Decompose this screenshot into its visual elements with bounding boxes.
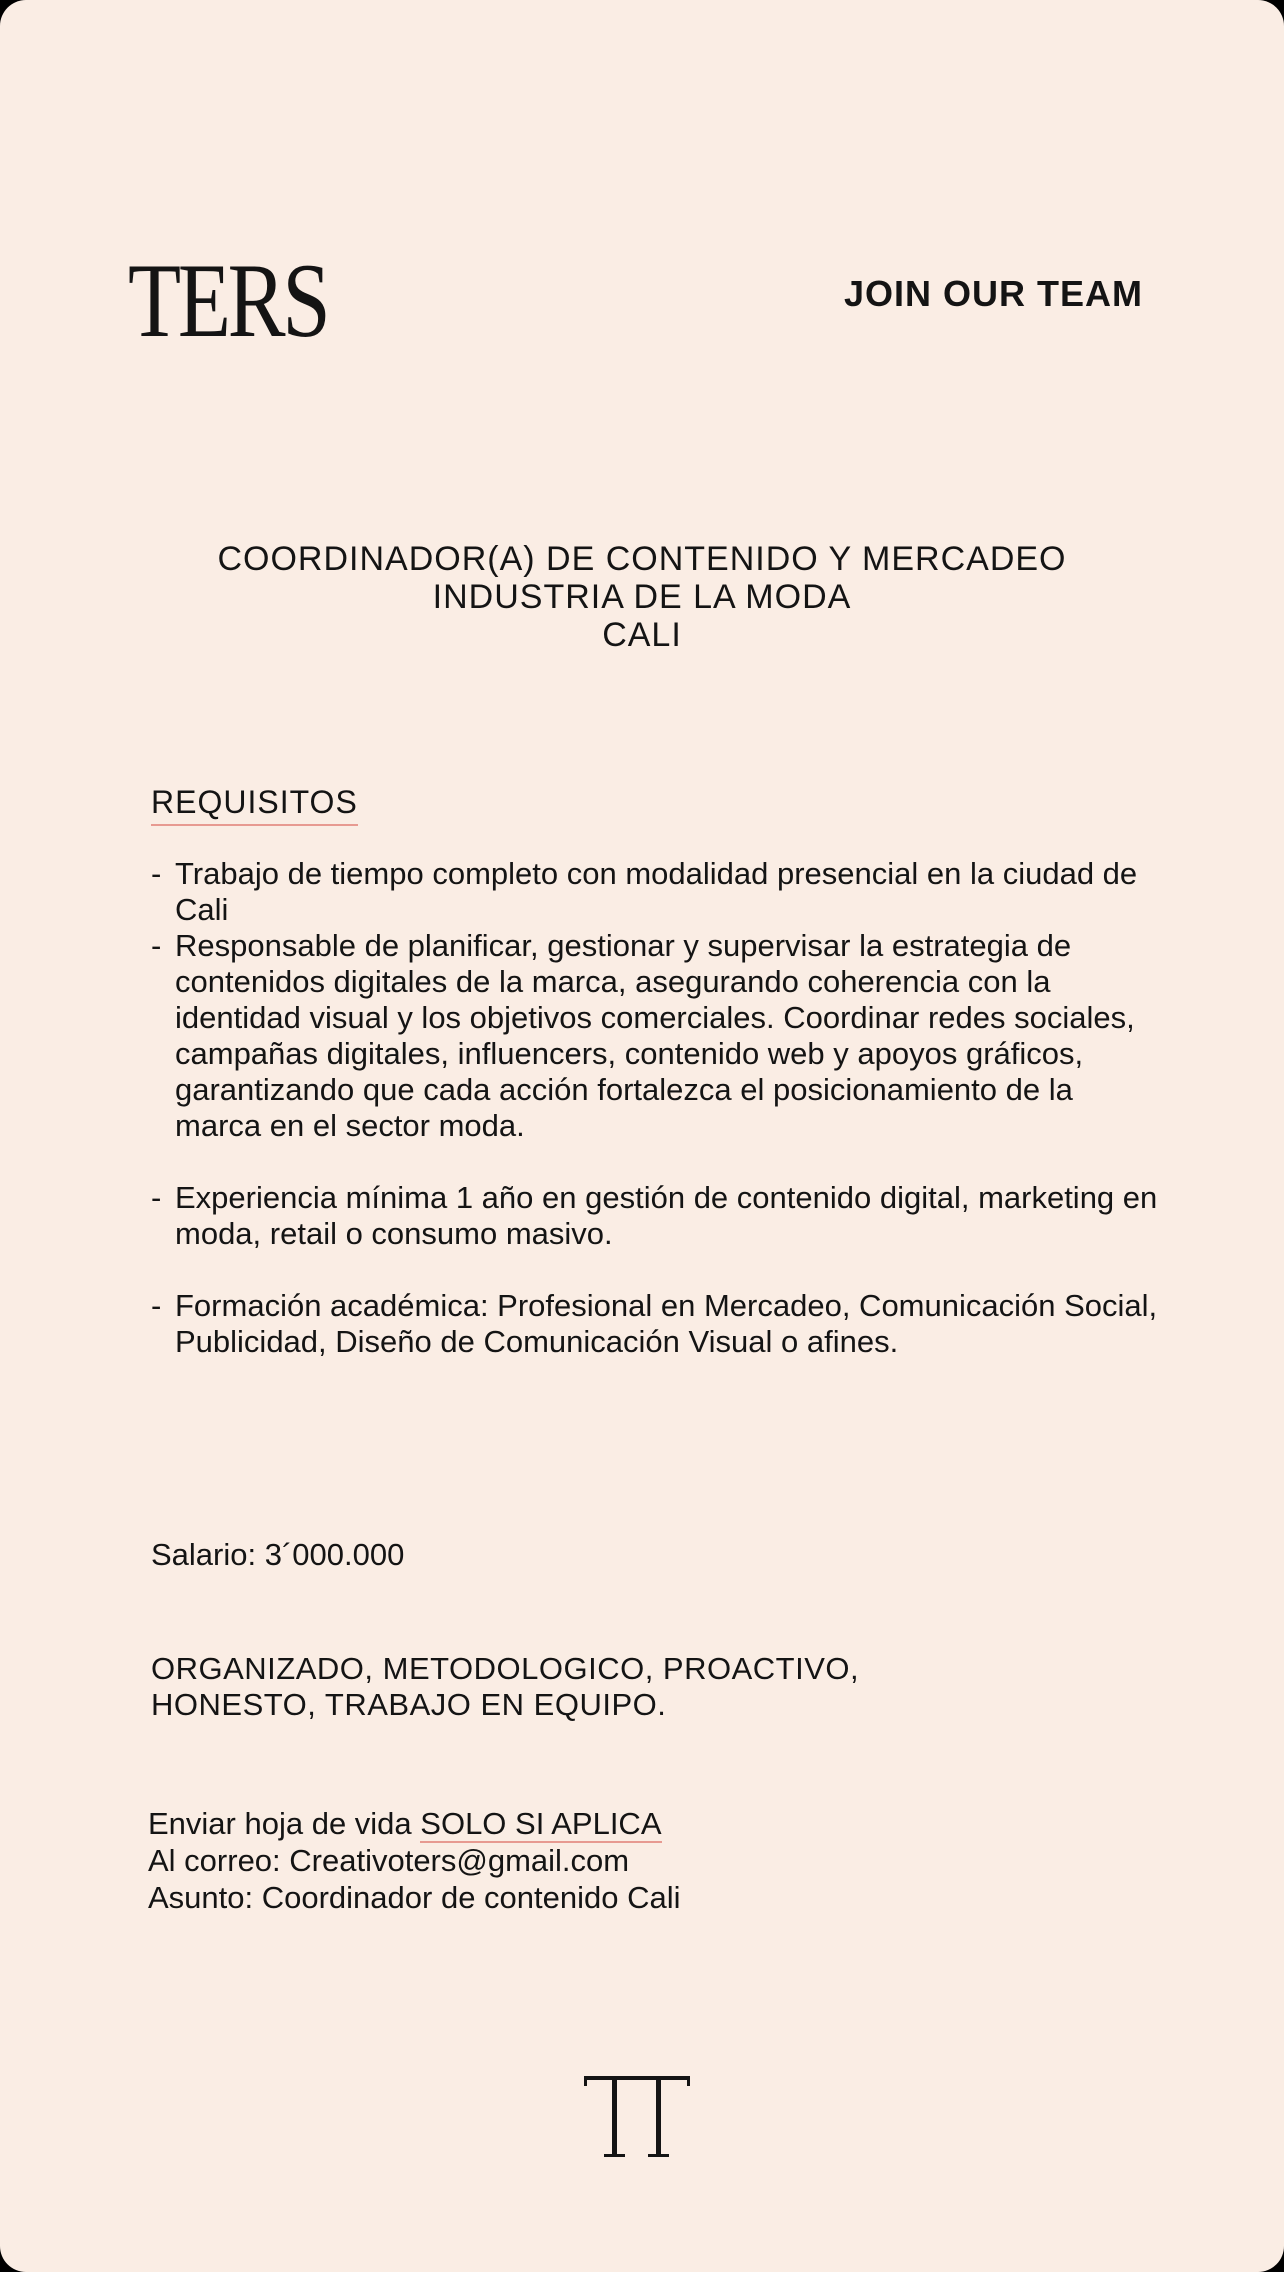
contact-info: [148, 1805, 681, 1916]
ters-logo: TERS: [128, 242, 328, 359]
traits-text: [151, 1651, 859, 1723]
job-title-line: CALI: [602, 616, 682, 654]
job-title: [0, 540, 1284, 654]
requirement-item: - Experiencia mínima 1 año en gestión de contenido digital, marketing en moda, retail o consumo masivo.: [151, 1180, 1161, 1252]
traits-line: ORGANIZADO, METODOLOGICO, PROACTIVO,: [151, 1651, 860, 1686]
tt-monogram-icon: [582, 2074, 692, 2160]
requirement-item: - Formación académica: Profesional en Mercadeo, Comunicación Social, Publicidad, Diseño de Comunicación Visual o afines.: [151, 1288, 1161, 1360]
subject-line: Asunto: Coordinador de contenido Cali: [148, 1880, 681, 1915]
requirement-item: - Responsable de planificar, gestionar y supervisar la estrategia de contenidos digitales de la marca, asegurando coherencia con la identidad visual y los objetivos comerciales. Coordinar redes sociales, campañas digitales, influencers, contenido web y apoyos gráficos, garantizando que cada acción fortalezca el posicionamiento de la marca en el sector moda.: [151, 928, 1161, 1144]
salary-text: Salario: 3´000.000: [151, 1537, 405, 1572]
send-cv-prefix: Enviar hoja de vida: [148, 1806, 421, 1841]
job-title-line: INDUSTRIA DE LA MODA: [432, 578, 852, 616]
requirement-item: - Trabajo de tiempo completo con modalidad presencial en la ciudad de Cali: [151, 856, 1161, 928]
requirements-list: [151, 856, 1161, 1360]
send-cv-line: [148, 1805, 681, 1842]
traits-line: HONESTO, TRABAJO EN EQUIPO.: [151, 1687, 667, 1722]
email-line: Al correo: Creativoters@gmail.com: [148, 1843, 630, 1878]
join-our-team-label: JOIN OUR TEAM: [843, 273, 1143, 314]
send-cv-emphasis: SOLO SI APLICA: [420, 1806, 662, 1841]
job-title-line: COORDINADOR(A) DE CONTENIDO Y MERCADEO: [217, 540, 1067, 578]
requirements-heading: REQUISITOS: [151, 783, 358, 826]
